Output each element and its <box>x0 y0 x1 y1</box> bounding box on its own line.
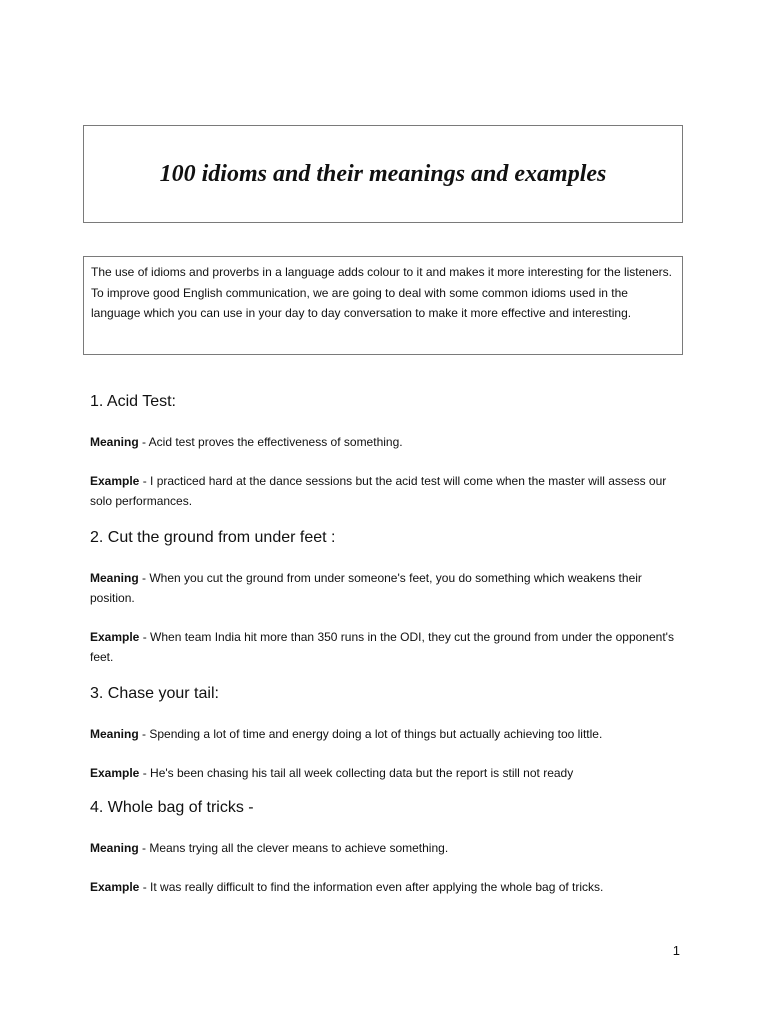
idiom-item <box>90 392 680 511</box>
idiom-heading: 4. Whole bag of tricks - <box>90 799 254 816</box>
example-text: - I practiced hard at the dance sessions but the acid test will come when the master will assess our solo performances. <box>90 474 667 508</box>
idiom-meaning <box>90 724 680 744</box>
example-text: - He's been chasing his tail all week collecting data but the report is still not ready <box>139 766 574 780</box>
idiom-example <box>90 471 680 511</box>
idiom-heading: 3. Chase your tail: <box>90 685 219 702</box>
meaning-label: Meaning <box>90 571 139 585</box>
example-label: Example <box>90 630 140 644</box>
idiom-meaning <box>90 838 680 858</box>
idiom-item <box>90 798 680 897</box>
idiom-example <box>90 627 680 667</box>
meaning-text: - When you cut the ground from under someone's feet, you do something which weakens their position. <box>90 571 642 605</box>
example-label: Example <box>90 766 140 780</box>
idiom-example <box>90 877 680 897</box>
meaning-label: Meaning <box>90 841 139 855</box>
intro-paragraph-2: To improve good English communication, we are going to deal with some common idioms used in the language which you can use in your day to day conversation to make it more effective and interesting. <box>91 285 632 320</box>
intro-box <box>83 256 683 355</box>
idiom-list <box>90 392 680 916</box>
idiom-heading: 1. Acid Test: <box>90 393 176 410</box>
idiom-meaning <box>90 432 680 452</box>
example-label: Example <box>90 474 140 488</box>
idiom-meaning <box>90 568 680 608</box>
title-box <box>83 125 683 223</box>
idiom-heading: 2. Cut the ground from under feet : <box>90 529 336 546</box>
idiom-example <box>90 763 680 783</box>
example-text: - When team India hit more than 350 runs in the ODI, they cut the ground from under the opponent's feet. <box>90 630 674 664</box>
meaning-text: - Means trying all the clever means to achieve something. <box>138 841 449 855</box>
example-text: - It was really difficult to find the information even after applying the whole bag of tricks. <box>139 880 604 894</box>
meaning-label: Meaning <box>90 435 139 449</box>
meaning-text: - Spending a lot of time and energy doing a lot of things but actually achieving too little. <box>138 727 603 741</box>
intro-paragraph-1: The use of idioms and proverbs in a language adds colour to it and makes it more interesting for the listeners. <box>91 265 672 279</box>
meaning-text: - Acid test proves the effectiveness of something. <box>138 435 403 449</box>
document-title: 100 idioms and their meanings and examples <box>159 160 607 187</box>
idiom-item <box>90 684 680 783</box>
page-number: 1 <box>672 943 680 958</box>
example-label: Example <box>90 880 140 894</box>
idiom-item <box>90 528 680 667</box>
meaning-label: Meaning <box>90 727 139 741</box>
